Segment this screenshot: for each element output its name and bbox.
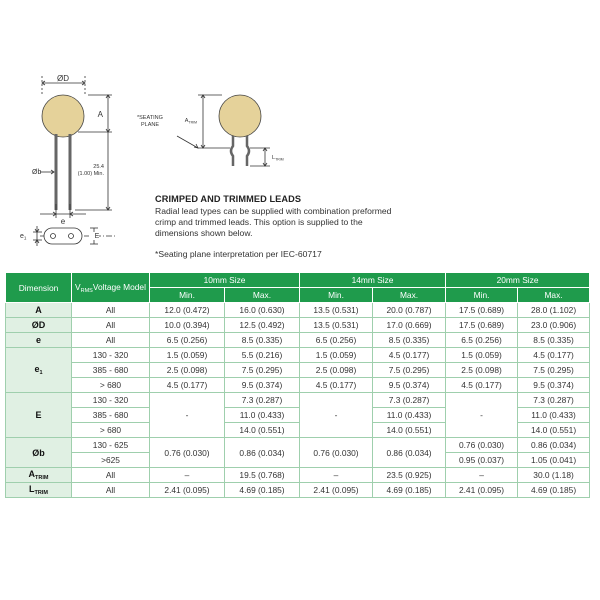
table-cell: 2.5 (0.098) (446, 363, 518, 378)
table-cell: 7.3 (0.287) (373, 393, 446, 408)
table-cell: 1.5 (0.059) (446, 348, 518, 363)
table-row (6, 363, 590, 378)
table-cell: 11.0 (0.433) (225, 408, 300, 423)
table-row (6, 393, 590, 408)
table-row (6, 468, 590, 483)
notes-line-1: Radial lead types can be supplied with combination preformed (155, 206, 392, 216)
e-dimension-label: e (60, 217, 66, 226)
table-cell: 2.5 (0.098) (150, 363, 225, 378)
table-cell: 17.0 (0.669) (373, 318, 446, 333)
table-cell: 23.0 (0.906) (518, 318, 590, 333)
table-cell: 4.5 (0.177) (300, 378, 373, 393)
table-cell: 130 - 625 (72, 438, 150, 453)
dimension-spec-table (5, 272, 590, 498)
notes-line-2: crimp and trimmed leads. This option is supplied to the (155, 217, 363, 227)
table-cell: 4.69 (0.185) (225, 483, 300, 498)
table-cell: – (300, 468, 373, 483)
table-cell: 4.5 (0.177) (518, 348, 590, 363)
table-cell: 11.0 (0.433) (373, 408, 446, 423)
table-cell: 7.3 (0.287) (518, 393, 590, 408)
max-header: Max. (518, 288, 590, 303)
table-cell: 6.5 (0.256) (446, 333, 518, 348)
seating-plane-note: *Seating plane interpretation per IEC-60717 (155, 249, 322, 259)
table-cell: 17.5 (0.689) (446, 303, 518, 318)
table-cell: 14.0 (0.551) (225, 423, 300, 438)
table-cell: 0.95 (0.037) (446, 453, 518, 468)
table-cell: 23.5 (0.925) (373, 468, 446, 483)
dim-label-e1: $e_1$ (6, 348, 72, 393)
table-cell: 0.86 (0.034) (518, 438, 590, 453)
seating-plane-label-line1: *SEATING (137, 115, 163, 121)
max-header: Max. (225, 288, 300, 303)
table-cell: 12.5 (0.492) (225, 318, 300, 333)
table-cell: 14.0 (0.551) (518, 423, 590, 438)
bottom-thickness-label: E (94, 233, 100, 240)
dim-label-ltrim: $L_{TRIM}$ (6, 483, 72, 498)
table-cell: 0.86 (0.034) (225, 438, 300, 468)
table-cell: 7.3 (0.287) (225, 393, 300, 408)
table-cell: 6.5 (0.256) (150, 333, 225, 348)
table-cell: 13.5 (0.531) (300, 303, 373, 318)
table-cell: 30.0 (1.18) (518, 468, 590, 483)
min-header: Min. (150, 288, 225, 303)
ob-pointer-label: Øb (32, 169, 42, 176)
table-cell: 0.86 (0.034) (373, 438, 446, 468)
table-cell: 0.76 (0.030) (300, 438, 373, 468)
table-cell-dash: - (150, 393, 225, 438)
table-cell: 1.5 (0.059) (150, 348, 225, 363)
table-cell: 130 - 320 (72, 348, 150, 363)
group-14mm-header: 14mm Size (300, 273, 446, 288)
table-cell: 28.0 (1.102) (518, 303, 590, 318)
table-cell: 0.76 (0.030) (150, 438, 225, 468)
table-cell: 9.5 (0.374) (518, 378, 590, 393)
crimped-leads-notes (155, 194, 435, 260)
table-row (6, 333, 590, 348)
min-header: Min. (446, 288, 518, 303)
table-cell: 7.5 (0.295) (518, 363, 590, 378)
notes-heading: CRIMPED AND TRIMMED LEADS (155, 194, 302, 204)
lead-length-min-label: (1.00) Min. (77, 171, 104, 177)
notes-line-3: dimensions shown below. (155, 228, 253, 238)
ltrim-label: $L_{TRIM}$ (272, 155, 284, 162)
table-cell: 20.0 (0.787) (373, 303, 446, 318)
table-cell: 8.5 (0.335) (518, 333, 590, 348)
table-cell-dash: - (300, 393, 373, 438)
table-cell: 4.5 (0.177) (373, 348, 446, 363)
table-cell: 4.5 (0.177) (446, 378, 518, 393)
table-row (6, 348, 590, 363)
dim-label-E: E (6, 393, 72, 438)
table-row (6, 378, 590, 393)
table-cell: 13.5 (0.531) (300, 318, 373, 333)
table-cell: 5.5 (0.216) (225, 348, 300, 363)
atrim-label: $A_{TRIM}$ (184, 118, 197, 125)
table-cell: 2.41 (0.095) (300, 483, 373, 498)
table-row (6, 318, 590, 333)
table-cell: 11.0 (0.433) (518, 408, 590, 423)
lead-length-label: 25.4 (93, 164, 104, 170)
table-header-row (6, 273, 590, 288)
table-cell: 4.69 (0.185) (518, 483, 590, 498)
table-cell: 2.5 (0.098) (300, 363, 373, 378)
table-cell: 385 - 680 (72, 408, 150, 423)
table-cell: 4.69 (0.185) (373, 483, 446, 498)
table-cell: 385 - 680 (72, 363, 150, 378)
table-cell: 9.5 (0.374) (225, 378, 300, 393)
e1-dimension-label: $e_1$ (20, 233, 27, 241)
table-cell: 16.0 (0.630) (225, 303, 300, 318)
table-cell: > 680 (72, 378, 150, 393)
dim-label-e: e (6, 333, 72, 348)
table-row (6, 438, 590, 453)
table-cell: 7.5 (0.295) (225, 363, 300, 378)
table-cell: 8.5 (0.335) (373, 333, 446, 348)
table-row (6, 303, 590, 318)
max-header: Max. (373, 288, 446, 303)
group-10mm-header: 10mm Size (150, 273, 300, 288)
table-cell: 130 - 320 (72, 393, 150, 408)
table-cell: All (72, 318, 150, 333)
table-cell: 9.5 (0.374) (373, 378, 446, 393)
dimension-header: Dimension (6, 273, 72, 303)
seating-plane-label-line2: PLANE (141, 122, 160, 128)
dim-label-ob: Øb (6, 438, 72, 468)
table-cell: >625 (72, 453, 150, 468)
table-cell: 17.5 (0.689) (446, 318, 518, 333)
table-cell: 4.5 (0.177) (150, 378, 225, 393)
front-view-diagram (33, 76, 115, 246)
table-cell: – (150, 468, 225, 483)
group-20mm-header: 20mm Size (446, 273, 590, 288)
voltage-model-header: $V_{RMS}Voltage$ Model (72, 273, 150, 303)
trimmed-lead-diagram (177, 95, 270, 166)
table-cell: 6.5 (0.256) (300, 333, 373, 348)
table-cell: 2.41 (0.095) (446, 483, 518, 498)
table-cell: 10.0 (0.394) (150, 318, 225, 333)
table-cell: 1.05 (0.041) (518, 453, 590, 468)
table-cell-dash: - (446, 393, 518, 438)
table-cell: 2.41 (0.095) (150, 483, 225, 498)
table-cell: – (446, 468, 518, 483)
table-cell: 7.5 (0.295) (373, 363, 446, 378)
table-cell: 0.76 (0.030) (446, 438, 518, 453)
table-cell: All (72, 333, 150, 348)
a-dimension-label: A (97, 110, 103, 119)
table-cell: All (72, 468, 150, 483)
dim-label-od: ØD (6, 318, 72, 333)
table-cell: 19.5 (0.768) (225, 468, 300, 483)
table-cell: 1.5 (0.059) (300, 348, 373, 363)
dim-label-atrim: $A_{TRIM}$ (6, 468, 72, 483)
dim-label-a: A (6, 303, 72, 318)
table-cell: All (72, 483, 150, 498)
table-cell: 12.0 (0.472) (150, 303, 225, 318)
table-cell: > 680 (72, 423, 150, 438)
table-cell: 8.5 (0.335) (225, 333, 300, 348)
table-cell: 14.0 (0.551) (373, 423, 446, 438)
table-row (6, 483, 590, 498)
table-cell: All (72, 303, 150, 318)
min-header: Min. (300, 288, 373, 303)
od-dimension-label: ØD (57, 74, 69, 83)
